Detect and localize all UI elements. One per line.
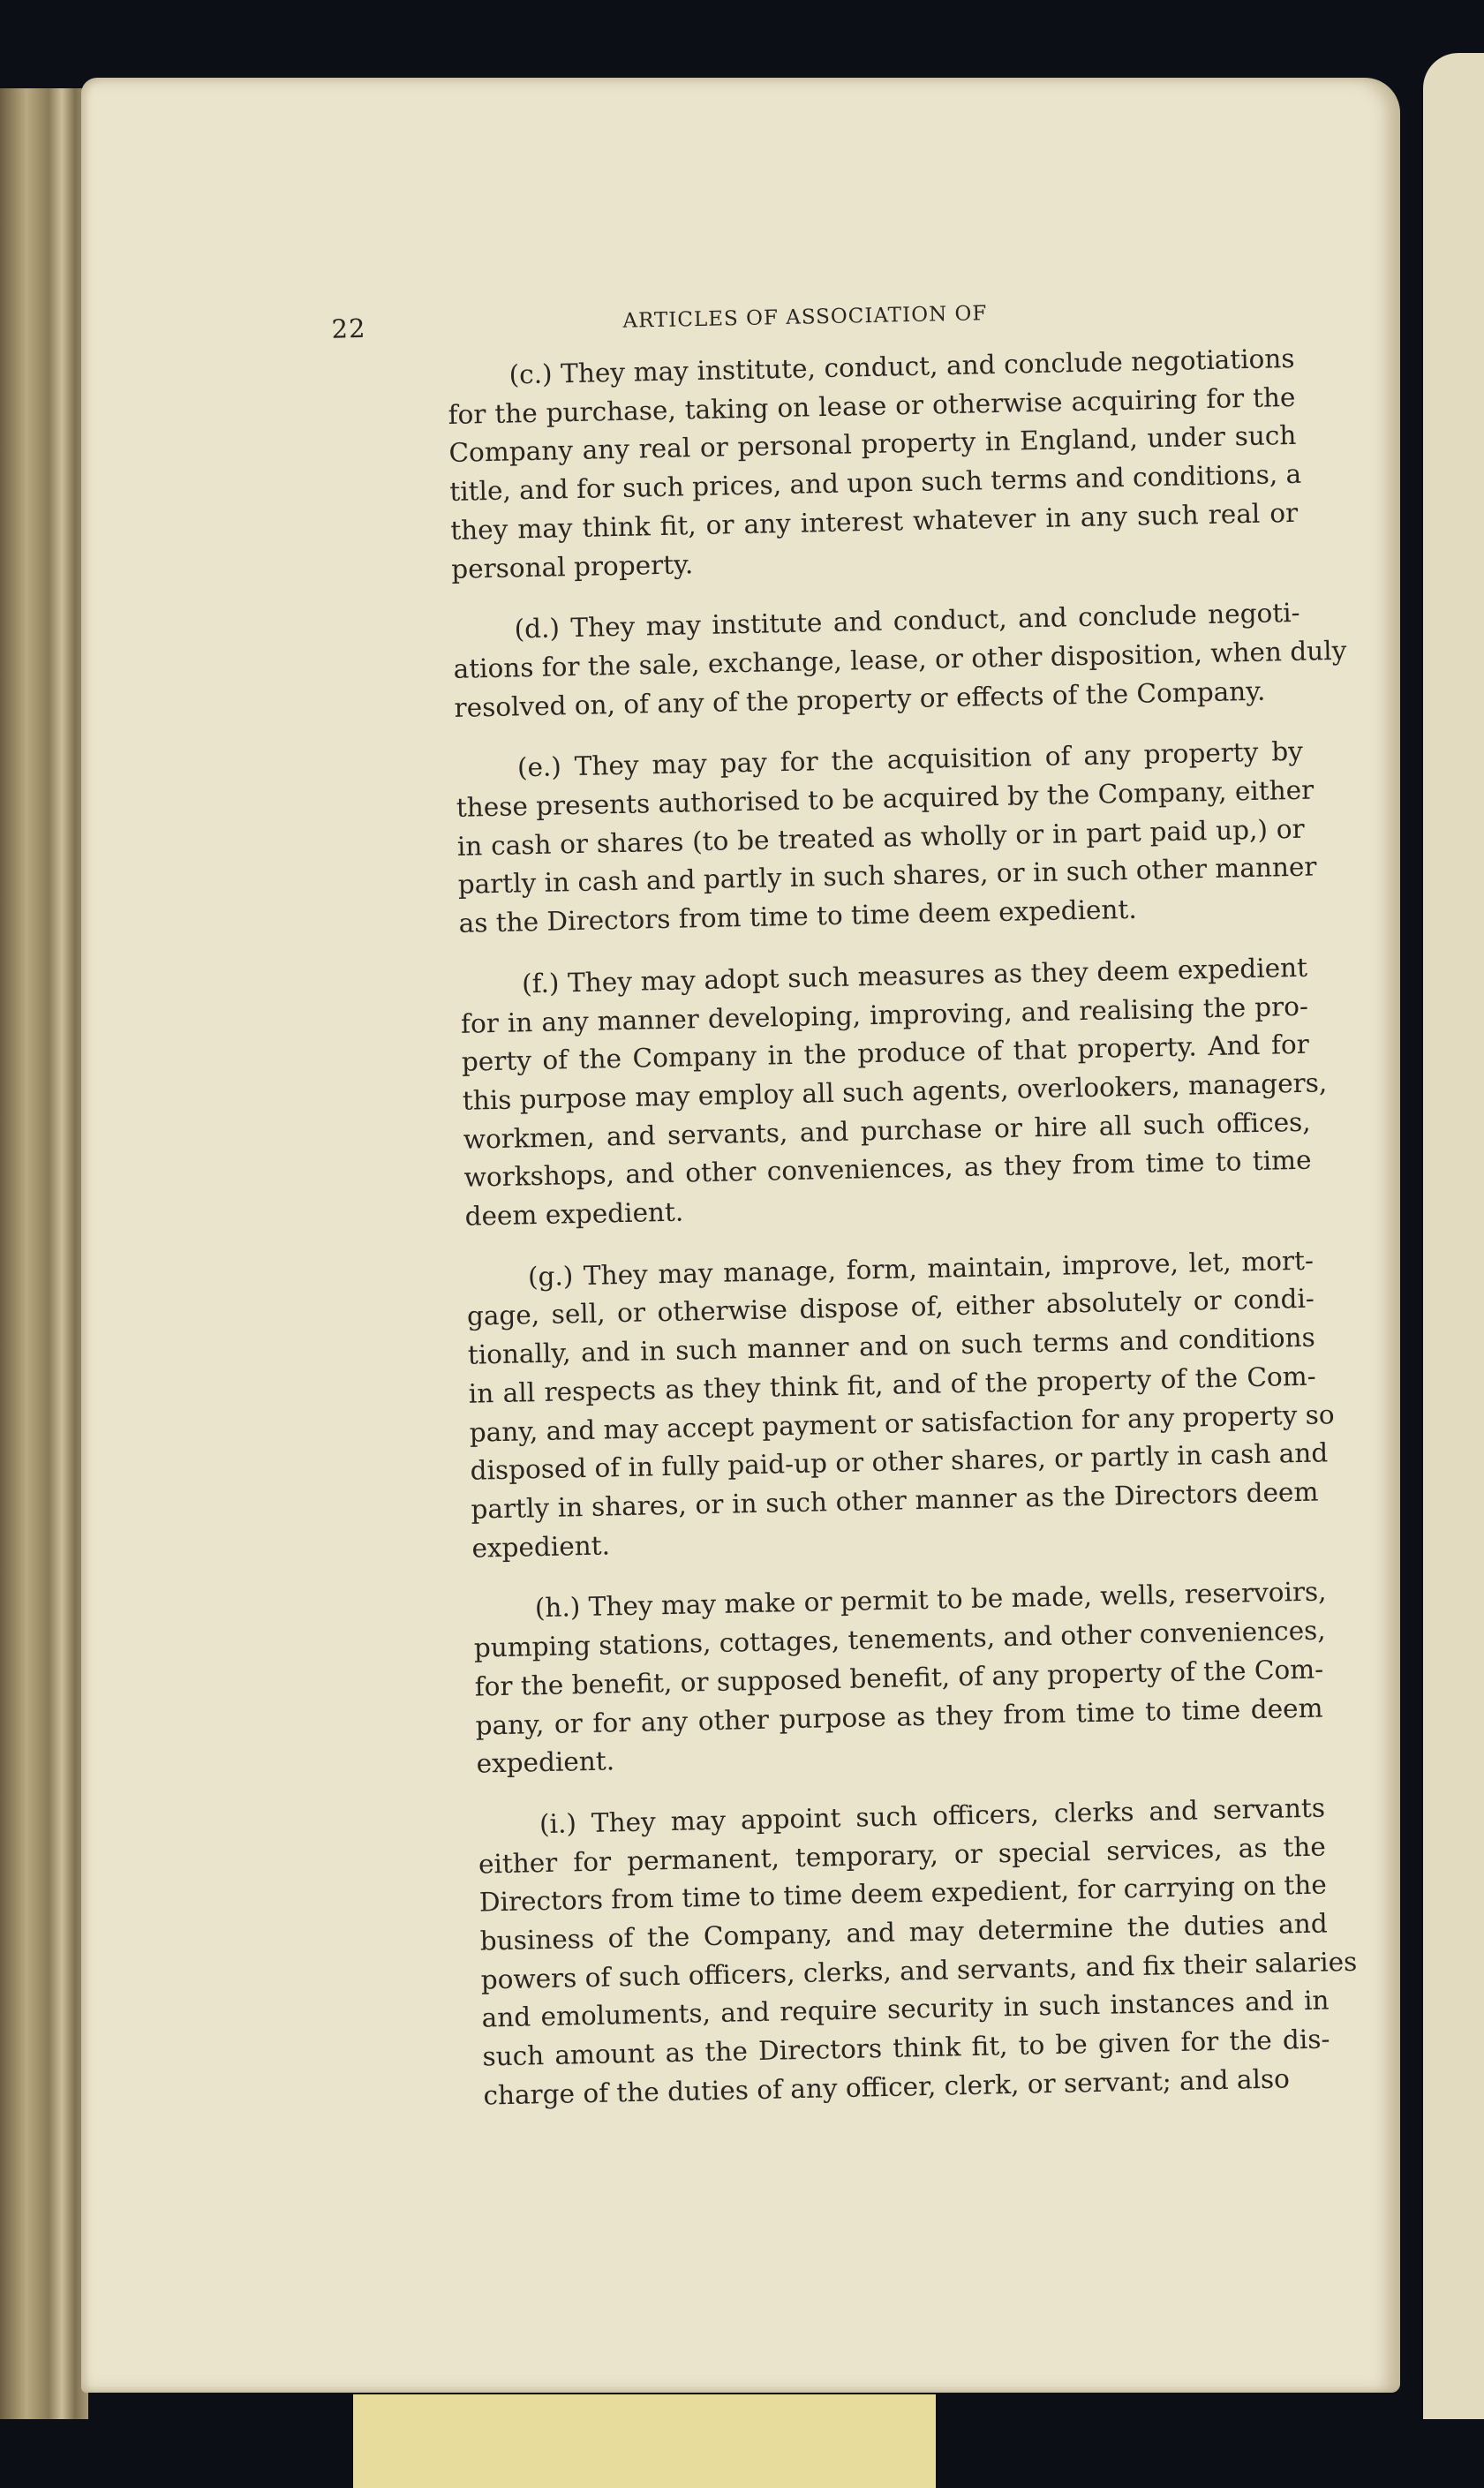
paragraph xyxy=(452,594,1347,728)
text-line: in cash or shares (to be treated as wholly or in part paid up,) or xyxy=(456,813,1305,862)
facing-page-edge xyxy=(1423,53,1484,2419)
text-line: and emoluments, and require security in such instances and in xyxy=(481,1985,1330,2033)
text-line: tionally, and in such manner and on such terms and conditions xyxy=(467,1322,1316,1370)
paragraph xyxy=(478,1789,1358,2115)
text-line: expedient. xyxy=(476,1745,615,1779)
text-line: workmen, and servants, and purchase or hire all such offices, xyxy=(463,1106,1311,1155)
text-line: such amount as the Directors think fit, to be given for the dis- xyxy=(482,2024,1330,2072)
text-line: Directors from time to time deem expedient, for carrying on the xyxy=(478,1869,1328,1918)
body-text xyxy=(447,340,1358,2115)
text-line: personal property. xyxy=(450,548,694,584)
bookmark-strip xyxy=(353,2394,936,2488)
paragraph xyxy=(447,340,1302,589)
text-line: perty of the Company in the produce of that property. And for xyxy=(461,1029,1310,1078)
text-line: (c.) They may institute, conduct, and conclude negotiations xyxy=(508,343,1295,390)
text-line: expedient. xyxy=(471,1530,611,1564)
text-line: they may think fit, or any interest whatever in any such real or xyxy=(450,497,1299,546)
text-line: workshops, and other conveniences, as they from time to time xyxy=(463,1145,1312,1194)
text-line: for the benefit, or supposed benefit, of any property of the Com- xyxy=(474,1654,1324,1702)
paragraph xyxy=(460,949,1328,1237)
text-line: business of the Company, and may determine the duties and xyxy=(479,1908,1328,1956)
text-line: (h.) They may make or permit to be made, wells, reservoirs, xyxy=(534,1576,1327,1624)
text-line: disposed of in fully paid-up or other shares, or partly in cash and xyxy=(470,1437,1329,1486)
paragraph xyxy=(456,733,1317,944)
text-line: Company any real or personal property in England, under such xyxy=(448,420,1297,469)
text-line: (e.) They may pay for the acquisition of any property by xyxy=(516,736,1304,783)
text-line: (d.) They may institute and conduct, and conclude negoti- xyxy=(514,598,1300,645)
text-line: for the purchase, taking on lease or otherwise acquiring for the xyxy=(448,381,1296,430)
text-line: this purpose may employ all such agents, overlookers, managers, xyxy=(462,1067,1328,1116)
text-line: pumping stations, cottages, tenements, and other conveniences, xyxy=(473,1615,1326,1663)
page-text xyxy=(331,287,1358,2138)
text-line: as the Directors from time to time deem expedient. xyxy=(458,893,1137,939)
text-line: partly in cash and partly in such shares, or in such other manner xyxy=(457,851,1317,901)
text-line: partly in shares, or in such other manner as the Directors deem xyxy=(471,1476,1319,1525)
text-line: ations for the sale, exchange, lease, or other disposition, when duly xyxy=(453,635,1347,684)
text-line: powers of such officers, clerks, and servants, and fix their salaries xyxy=(480,1946,1358,1995)
text-line: these presents authorised to be acquired by the Company, either xyxy=(456,774,1315,823)
text-line: in all respects as they think fit, and of the property of the Com- xyxy=(468,1361,1316,1409)
text-line: pany, and may accept payment or satisfaction for any property so xyxy=(469,1399,1335,1448)
page-number: 22 xyxy=(331,313,366,344)
book-page-edges xyxy=(0,88,88,2419)
text-line: (f.) They may adopt such measures as they deem expedient xyxy=(521,952,1308,999)
text-line: title, and for such prices, and upon such terms and conditions, a xyxy=(449,458,1302,508)
paragraph xyxy=(473,1573,1327,1784)
text-line: deem expedient. xyxy=(464,1196,684,1232)
text-line: for in any manner developing, improving, and realising the pro- xyxy=(460,991,1309,1039)
paragraph xyxy=(466,1241,1335,1568)
text-line: either for permanent, temporary, or special services, as the xyxy=(478,1831,1327,1880)
text-line: resolved on, of any of the property or effects of the Company. xyxy=(454,675,1266,723)
text-line: pany, or for any other purpose as they from time to time deem xyxy=(475,1693,1323,1741)
text-line: (g.) They may manage, form, maintain, improve, let, mort- xyxy=(527,1245,1315,1293)
text-line: charge of the duties of any officer, clerk, or servant; and also xyxy=(483,2063,1291,2111)
running-head: ARTICLES OF ASSOCIATION OF xyxy=(622,302,988,333)
text-line: gage, sell, or otherwise dispose of, either absolutely or condi- xyxy=(466,1284,1315,1332)
text-line: (i.) They may appoint such officers, clerks and servants xyxy=(539,1792,1326,1840)
